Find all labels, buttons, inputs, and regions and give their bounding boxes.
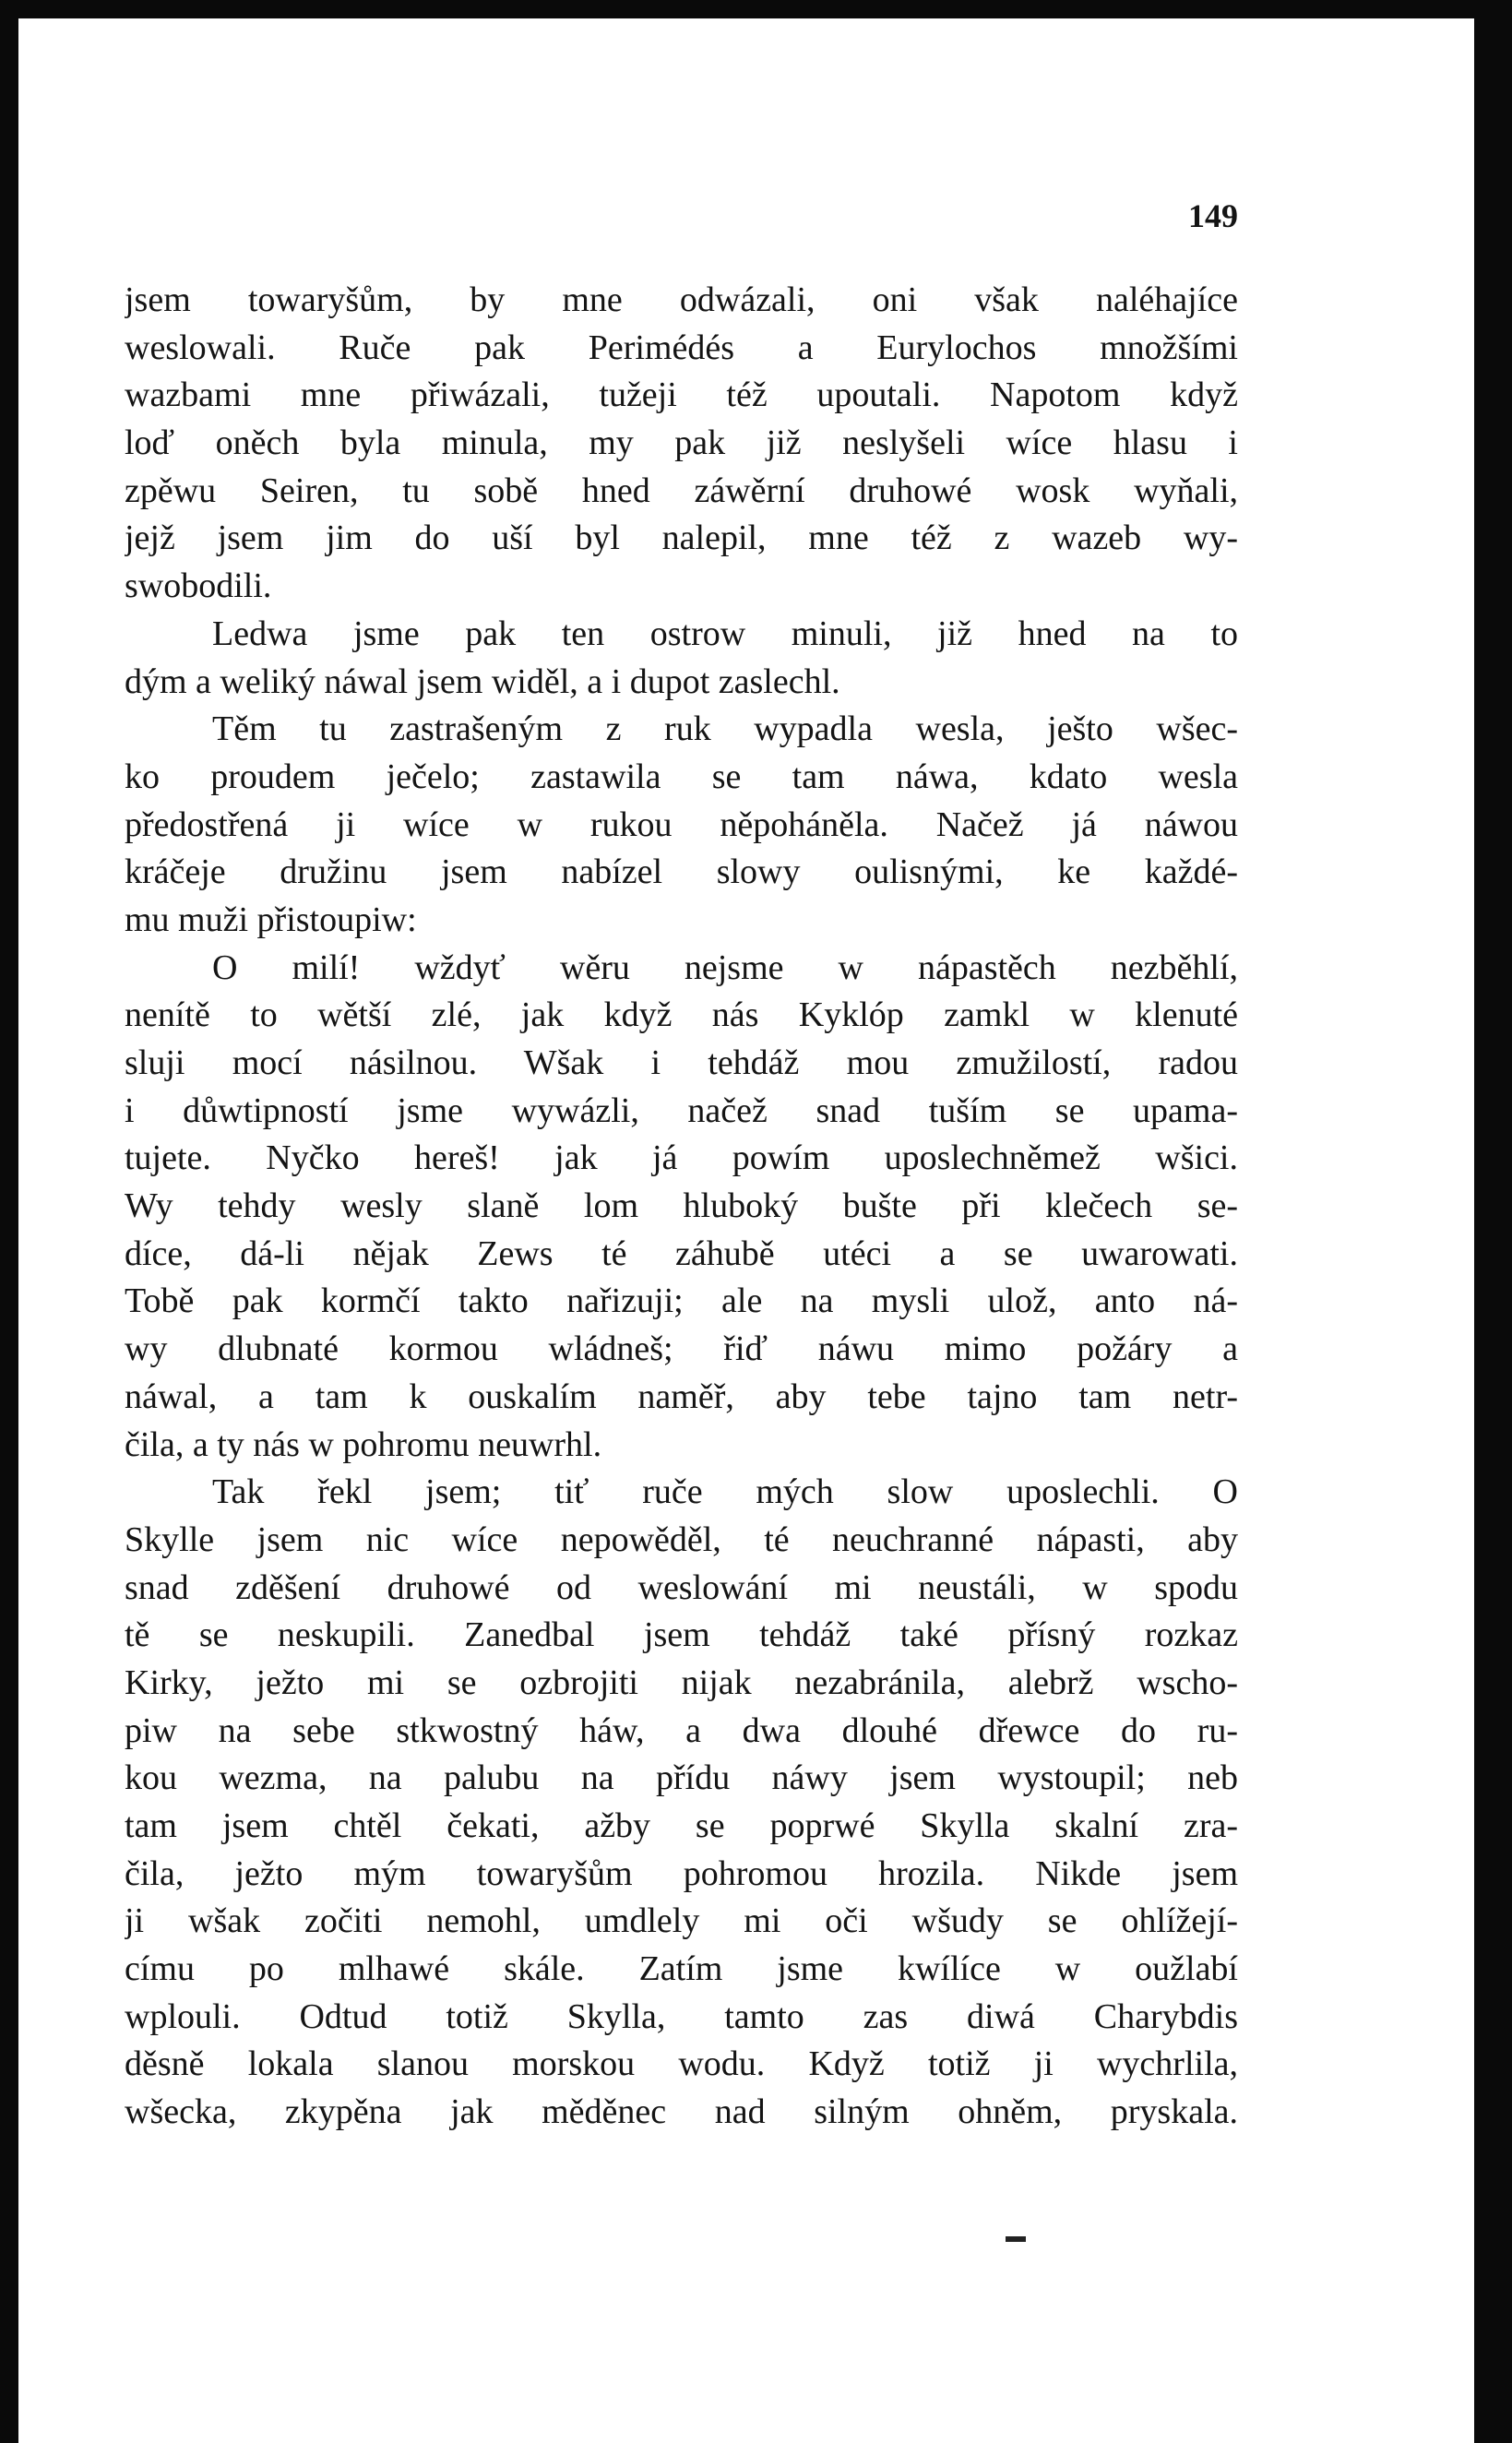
text-line: Skylle jsem nic wíce nepowěděl, té neuchranné nápasti, aby [125, 1519, 1238, 1559]
text-line: loď oněch byla minula, my pak již neslyšeli wíce hlasu i [125, 423, 1238, 463]
text-line: jsem towaryšům, by mne odwázali, oni však naléhajíce [125, 280, 1238, 319]
text-line: tě se neskupili. Zanedbal jsem tehdáž také přísný rozkaz [125, 1615, 1238, 1655]
text-line: sluji mocí násilnou. Wšak i tehdáž mou zmužilostí, radou [125, 1043, 1238, 1082]
paragraph-first-line: O milí! wždyť wěru nejsme w nápastěch nezběhlí, [212, 947, 1238, 987]
text-line: tujete. Nyčko hereš! jak já powím uposlechněmež wšici. [125, 1138, 1238, 1178]
text-line: děsně lokala slanou morskou wodu. Když totiž ji wychrlila, [125, 2044, 1238, 2084]
paragraph-end-line: dým a weliký náwal jsem widěl, a i dupot zaslechl. [125, 661, 840, 701]
text-line: wy dlubnaté kormou wládneš; řiď náwu mimo požáry a [125, 1329, 1238, 1369]
text-line: wazbami mne přiwázali, tužeji též upoutali. Napotom když [125, 375, 1238, 415]
text-line: zpěwu Seiren, tu sobě hned záwěrní druhowé wosk wyňali, [125, 471, 1238, 510]
text-line: i důwtipností jsme wywázli, načež snad tuším se upama- [125, 1090, 1238, 1130]
text-line: Wy tehdy wesly slaně lom hluboký bušte při klečech se- [125, 1186, 1238, 1226]
text-line: nenítě to wětší zlé, jak když nás Kyklóp zamkl w klenuté [125, 995, 1238, 1035]
text-line: ko proudem ječelo; zastawila se tam náwa, kdato wesla [125, 757, 1238, 796]
text-line: piw na sebe stkwostný háw, a dwa dlouhé dřewce do ru- [125, 1710, 1238, 1750]
text-line: Kirky, ježto mi se ozbrojiti nijak nezabránila, alebrž wscho- [125, 1662, 1238, 1702]
paragraph-first-line: Těm tu zastrašeným z ruk wypadla wesla, ješto wšec- [212, 709, 1238, 749]
text-line: tam jsem chtěl čekati, ažby se poprwé Skylla skalní zra- [125, 1806, 1238, 1845]
scan-border-top [0, 0, 1512, 18]
paragraph-end-line: swobodili. [125, 566, 272, 606]
text-line: kráčeje družinu jsem nabízel slowy oulisnými, ke každé- [125, 852, 1238, 892]
paragraph-end-line: čila, a ty nás w pohromu neuwrhl. [125, 1424, 602, 1464]
scan-border-left [0, 0, 18, 2443]
text-line: díce, dá-li nějak Zews té záhubě utéci a se uwarowati. [125, 1233, 1238, 1273]
text-line: kou wezma, na palubu na přídu náwy jsem wystoupil; neb [125, 1758, 1238, 1798]
text-line: náwal, a tam k ouskalím naměř, aby tebe tajno tam netr- [125, 1376, 1238, 1416]
paragraph-end-line: mu muži přistoupiw: [125, 900, 417, 939]
text-line: čila, ježto mým towaryšům pohromou hrozila. Nikde jsem [125, 1853, 1238, 1893]
text-line: snad zděšení druhowé od weslowání mi neustáli, w spodu [125, 1567, 1238, 1607]
text-line: předostřená ji wíce w rukou něpoháněla. Načež já náwou [125, 804, 1238, 844]
text-line: jejž jsem jim do uší byl nalepil, mne též z wazeb wy- [125, 518, 1238, 558]
body-text [125, 277, 1238, 2137]
scan-border-right [1474, 0, 1512, 2443]
catchword-dash [1006, 2236, 1026, 2242]
paragraph-first-line: Ledwa jsme pak ten ostrow minuli, již hned na to [212, 614, 1238, 653]
text-line: wšecka, zkypěna jak měděnec nad silným ohněm, pryskala. [125, 2092, 1238, 2132]
text-line: wplouli. Odtud totiž Skylla, tamto zas diwá Charybdis [125, 1996, 1238, 2036]
text-line: ji wšak zočiti nemohl, umdlely mi oči wšudy se ohlížejí- [125, 1901, 1238, 1941]
text-line: weslowali. Ruče pak Perimédés a Eurylochos množšími [125, 328, 1238, 367]
paragraph-first-line: Tak řekl jsem; tiť ruče mých slow uposlechli. O [212, 1472, 1238, 1512]
text-line: címu po mlhawé skále. Zatím jsme kwílíce w oužlabí [125, 1949, 1238, 1989]
page-number: 149 [1188, 197, 1238, 234]
text-line: Tobě pak kormčí takto nařizuji; ale na mysli ulož, anto ná- [125, 1281, 1238, 1321]
